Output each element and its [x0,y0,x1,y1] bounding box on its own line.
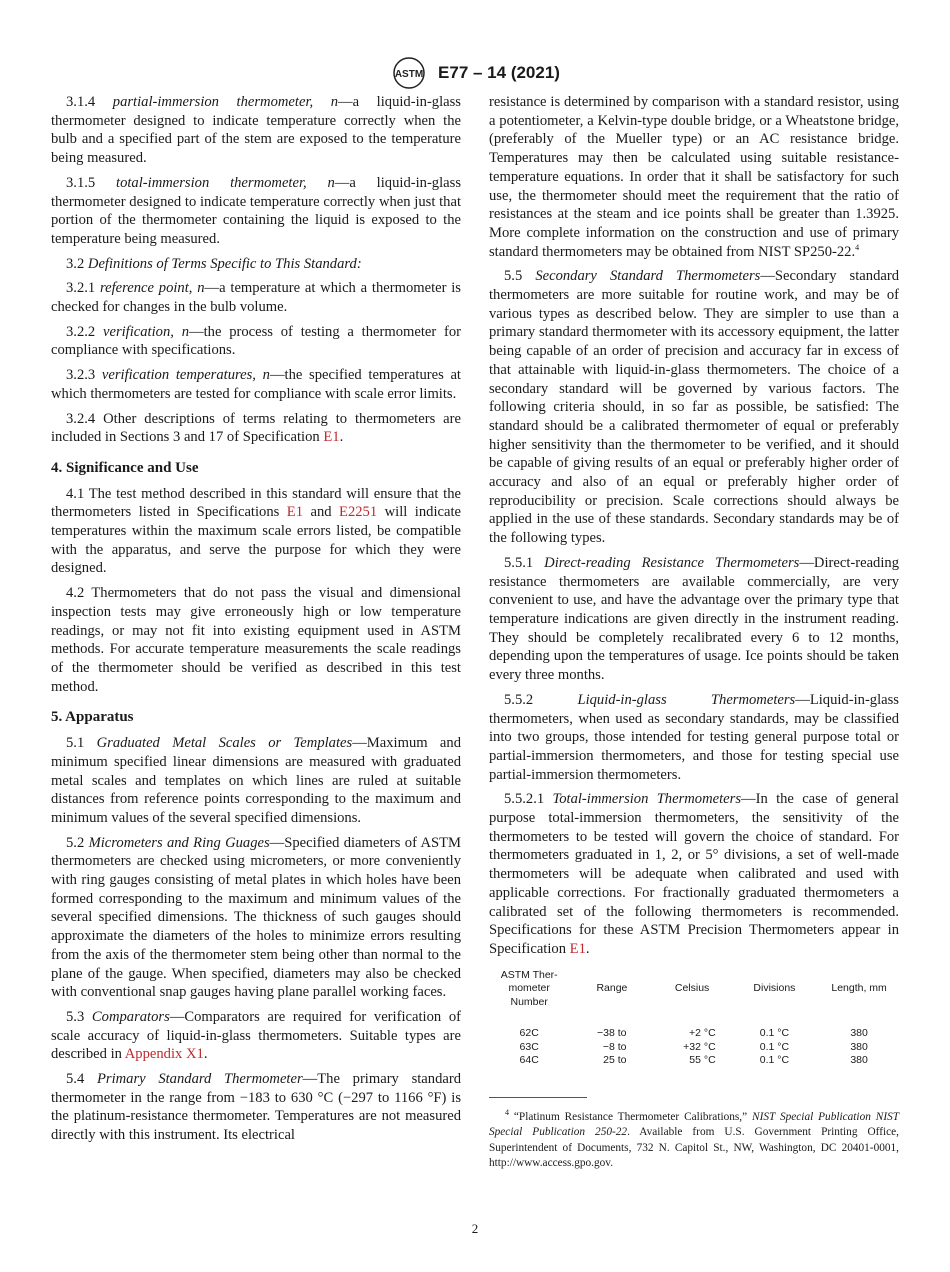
link-e1[interactable]: E1 [323,429,340,446]
table-cell: 64C [519,1054,539,1067]
table-cell: 0.1 °C [759,1054,790,1067]
table-cell: +32 °C [683,1040,716,1053]
table-cell: 0.1 °C [759,1040,790,1053]
para-3-1-5: 3.1.5 total-immersion thermometer, n—a liquid-in-glass thermometer designed to indicate temperature correctly when just that portion of the thermometer containing the liquid is exposed to the temperature being measured. [51,174,461,247]
right-column [489,93,899,1178]
link-e2251[interactable]: E2251 [339,504,378,521]
page-header [0,56,950,90]
para-5-3: 5.3 Comparators—Comparators are required for verification of scale accuracy of liquid-in-glass thermometers. Suitable types are described in Appendix X1. [51,1008,461,1063]
table-cell: −38 to [597,1027,627,1040]
table-cell: 380 [850,1027,868,1040]
section-4-heading: 4. Significance and Use [51,459,199,476]
precision-thermometer-table [489,969,899,1068]
para-4-2: 4.2 Thermometers that do not pass the visual and dimensional inspection tests may give erroneously high or low temperature readings, or may not fit into existing equipment used in ASTM methods. For accurate temperature measurements the scale readings of the thermometer should be verified as described in this test method. [51,585,461,695]
left-column [51,93,461,1151]
para-5-5-2-1: 5.5.2.1 Total-immersion Thermometers—In the case of general purpose total-immersion thermometers, the sensitivity of the thermometers to be tested will govern the choice of standard. For thermometers graduated in 1, 2, or 5° divisions, a set of well-made thermometers will be adequate when calibrated and used with applicable corrections. For fractionally graduated thermometers a calibrated set of the following thermometers is recommended. Specifications for these ASTM Precision Thermometers appear in Specification E1. [489,791,899,957]
table-header-cell: Length, mm [831,982,887,995]
table-row [489,1027,899,1041]
table-cell: +2 °C [689,1027,716,1040]
table-row [489,1041,899,1055]
table-cell: 25 to [603,1054,627,1067]
document-title: E77 – 14 (2021) [438,63,560,82]
para-5-5-2: 5.5.2 Liquid-in-glass Thermometers—Liquid-in-glass thermometers, when used as secondary standards, may be classified into two groups, those intended for testing general purpose total or partial-immersion thermometers, and those for testing special use partial-immersion thermometers. [489,691,899,783]
table-cell: 63C [519,1040,539,1053]
para-3-2-4: 3.2.4 Other descriptions of terms relating to thermometers are included in Sections 3 and 17 of Specification E1. [51,410,461,446]
footnote-ref[interactable]: 4 [855,242,860,252]
para-3-2-1: 3.2.1 reference point, n—a temperature at which a thermometer is checked for changes in the bulb volume. [51,280,461,316]
table-header-cell: Celsius [674,982,710,995]
para-3-2: 3.2 Definitions of Terms Specific to This Standard: [66,255,362,272]
table-header-cell: Divisions [753,982,796,995]
link-e1[interactable]: E1 [286,504,303,521]
para-3-2-2: 3.2.2 verification, n—the process of testing a thermometer for compliance with specifications. [51,323,462,359]
table-cell: 380 [850,1054,868,1067]
para-3-1-4: 3.1.4 partial-immersion thermometer, n—a liquid-in-glass thermometer designed to indicate temperature correctly when the bulb and a specified part of the stem are exposed to the temperature being measured. [51,94,461,167]
footnote-4: $^4$ “Platinum Resistance Thermometer Calibrations,” NIST Special Publication NIST Special Publication 250-22. Available from U.S. Government Printing Office, Superintendent of Documents, 732 N. Capitol St., NW, Washington, DC 20401-0001, http://www.access.gpo.gov. [489,1107,900,1170]
para-5-5-1: 5.5.1 Direct-reading Resistance Thermometers—Direct-reading resistance thermometers are available commercially, are very convenient to use, and have the advantage over the primary type that temperature indications are given directly in the instrument reading. They should be completely recalibrated every 6 to 12 months, depending upon the temperatures of usage. Ice points should be taken every three months. [489,554,899,684]
astm-logo-icon [390,56,428,90]
table-cell: 380 [850,1040,868,1053]
table-header-cell: ASTM Ther- mometer Number [500,968,558,1008]
para-5-1: 5.1 Graduated Metal Scales or Templates—Maximum and minimum specified linear dimensions are measured with graduated metal scales and templates on which lines are ruled at suitable distances from reference points corresponding to the maximum and minimum values of the several specified dimensions. [51,735,462,826]
table-cell: −8 to [602,1040,627,1053]
table-cell: 55 °C [689,1054,716,1067]
para-3-2-3: 3.2.3 verification temperatures, n—the specified temperatures at which thermometers are tested for compliance with scale error limits. [51,367,461,402]
footnote-divider [489,1097,587,1098]
para-5-4: 5.4 Primary Standard Thermometer—The primary standard thermometer in the range from −183 to 630 °C (−297 to 1166 °F) is the platinum-resistance thermometer. Temperatures are not measured directly with this instrument. Its electrical [51,1071,462,1144]
para-5-2: 5.2 Micrometers and Ring Guages—Specified diameters of ASTM thermometers are checked using micrometers, or more conveniently with ring gauges consisting of metal plates in which holes have been formed corresponding to the maximum and minimum values of the several specified dimensions. The thickness of such gauges should approximate the diameters of the holes to minimize errors resulting from the axis of the thermometer stem being other than normal to the plane of the gauge. When specified, diameters may also be checked with conventional snap gauges having plane parallel working faces. [51,834,462,1001]
svg-text:ASTM: ASTM [394,69,424,80]
table-header-cell: Range [596,982,628,995]
section-5-heading: 5. Apparatus [51,709,134,726]
link-e1[interactable]: E1 [569,940,586,957]
table-cell: 0.1 °C [759,1027,790,1040]
link-appendix-x1[interactable]: Appendix X1 [124,1046,204,1063]
para-4-1: 4.1 The test method described in this standard will ensure that the thermometers listed in Specifications E1 and E2251 will indicate temperatures within the maximum scale errors listed, be compatible with the apparatus, and serve the purpose for which they were designed. [51,485,461,577]
para-5-5: 5.5 Secondary Standard Thermometers—Secondary standard thermometers are more suitable for routine work, and may be of various types as described below. They are simpler to use than a primary standard thermometer with its accessory equipment, the latter being capable of an order of precision and accuracy far in excess of that attainable with liquid-in-glass thermometers. The choice of a secondary standard will be governed by various factors. The following criteria should, in so far as possible, be satisfied: The standard should be a calibrated thermometer of equal or preferably higher sensitivity than the thermometer to be verified, and it should be capable of giving results of an equal or preferably higher order of accuracy and also of an equal or preferably higher order of reproducibility or precision. Scale corrections should always be applied in the use of these standards. Secondary standards may be of the following types. [489,268,899,547]
table-header-row [489,969,899,1028]
para-5-4-continued: resistance is determined by comparison with a standard resistor, using a potentiometer, a Kelvin-type double bridge, or a Wheatstone bridge, (preferably of the Mueller type) or an AC resistance bridge. Temperatures may then be calculated using suitable resistance-temperature equations. In order that it shall be satisfactory for such use, the thermometer should meet the requirement that the ratio of resistances at the steam and ice points shall be greater than 1.3925. More complete information on the construction and use of primary standard thermometers may be obtained from NIST SP250-22.$^4$ [489,94,899,260]
table-cell: 62C [519,1027,539,1040]
page-number: 2 [471,1221,479,1236]
table-row [489,1054,899,1068]
